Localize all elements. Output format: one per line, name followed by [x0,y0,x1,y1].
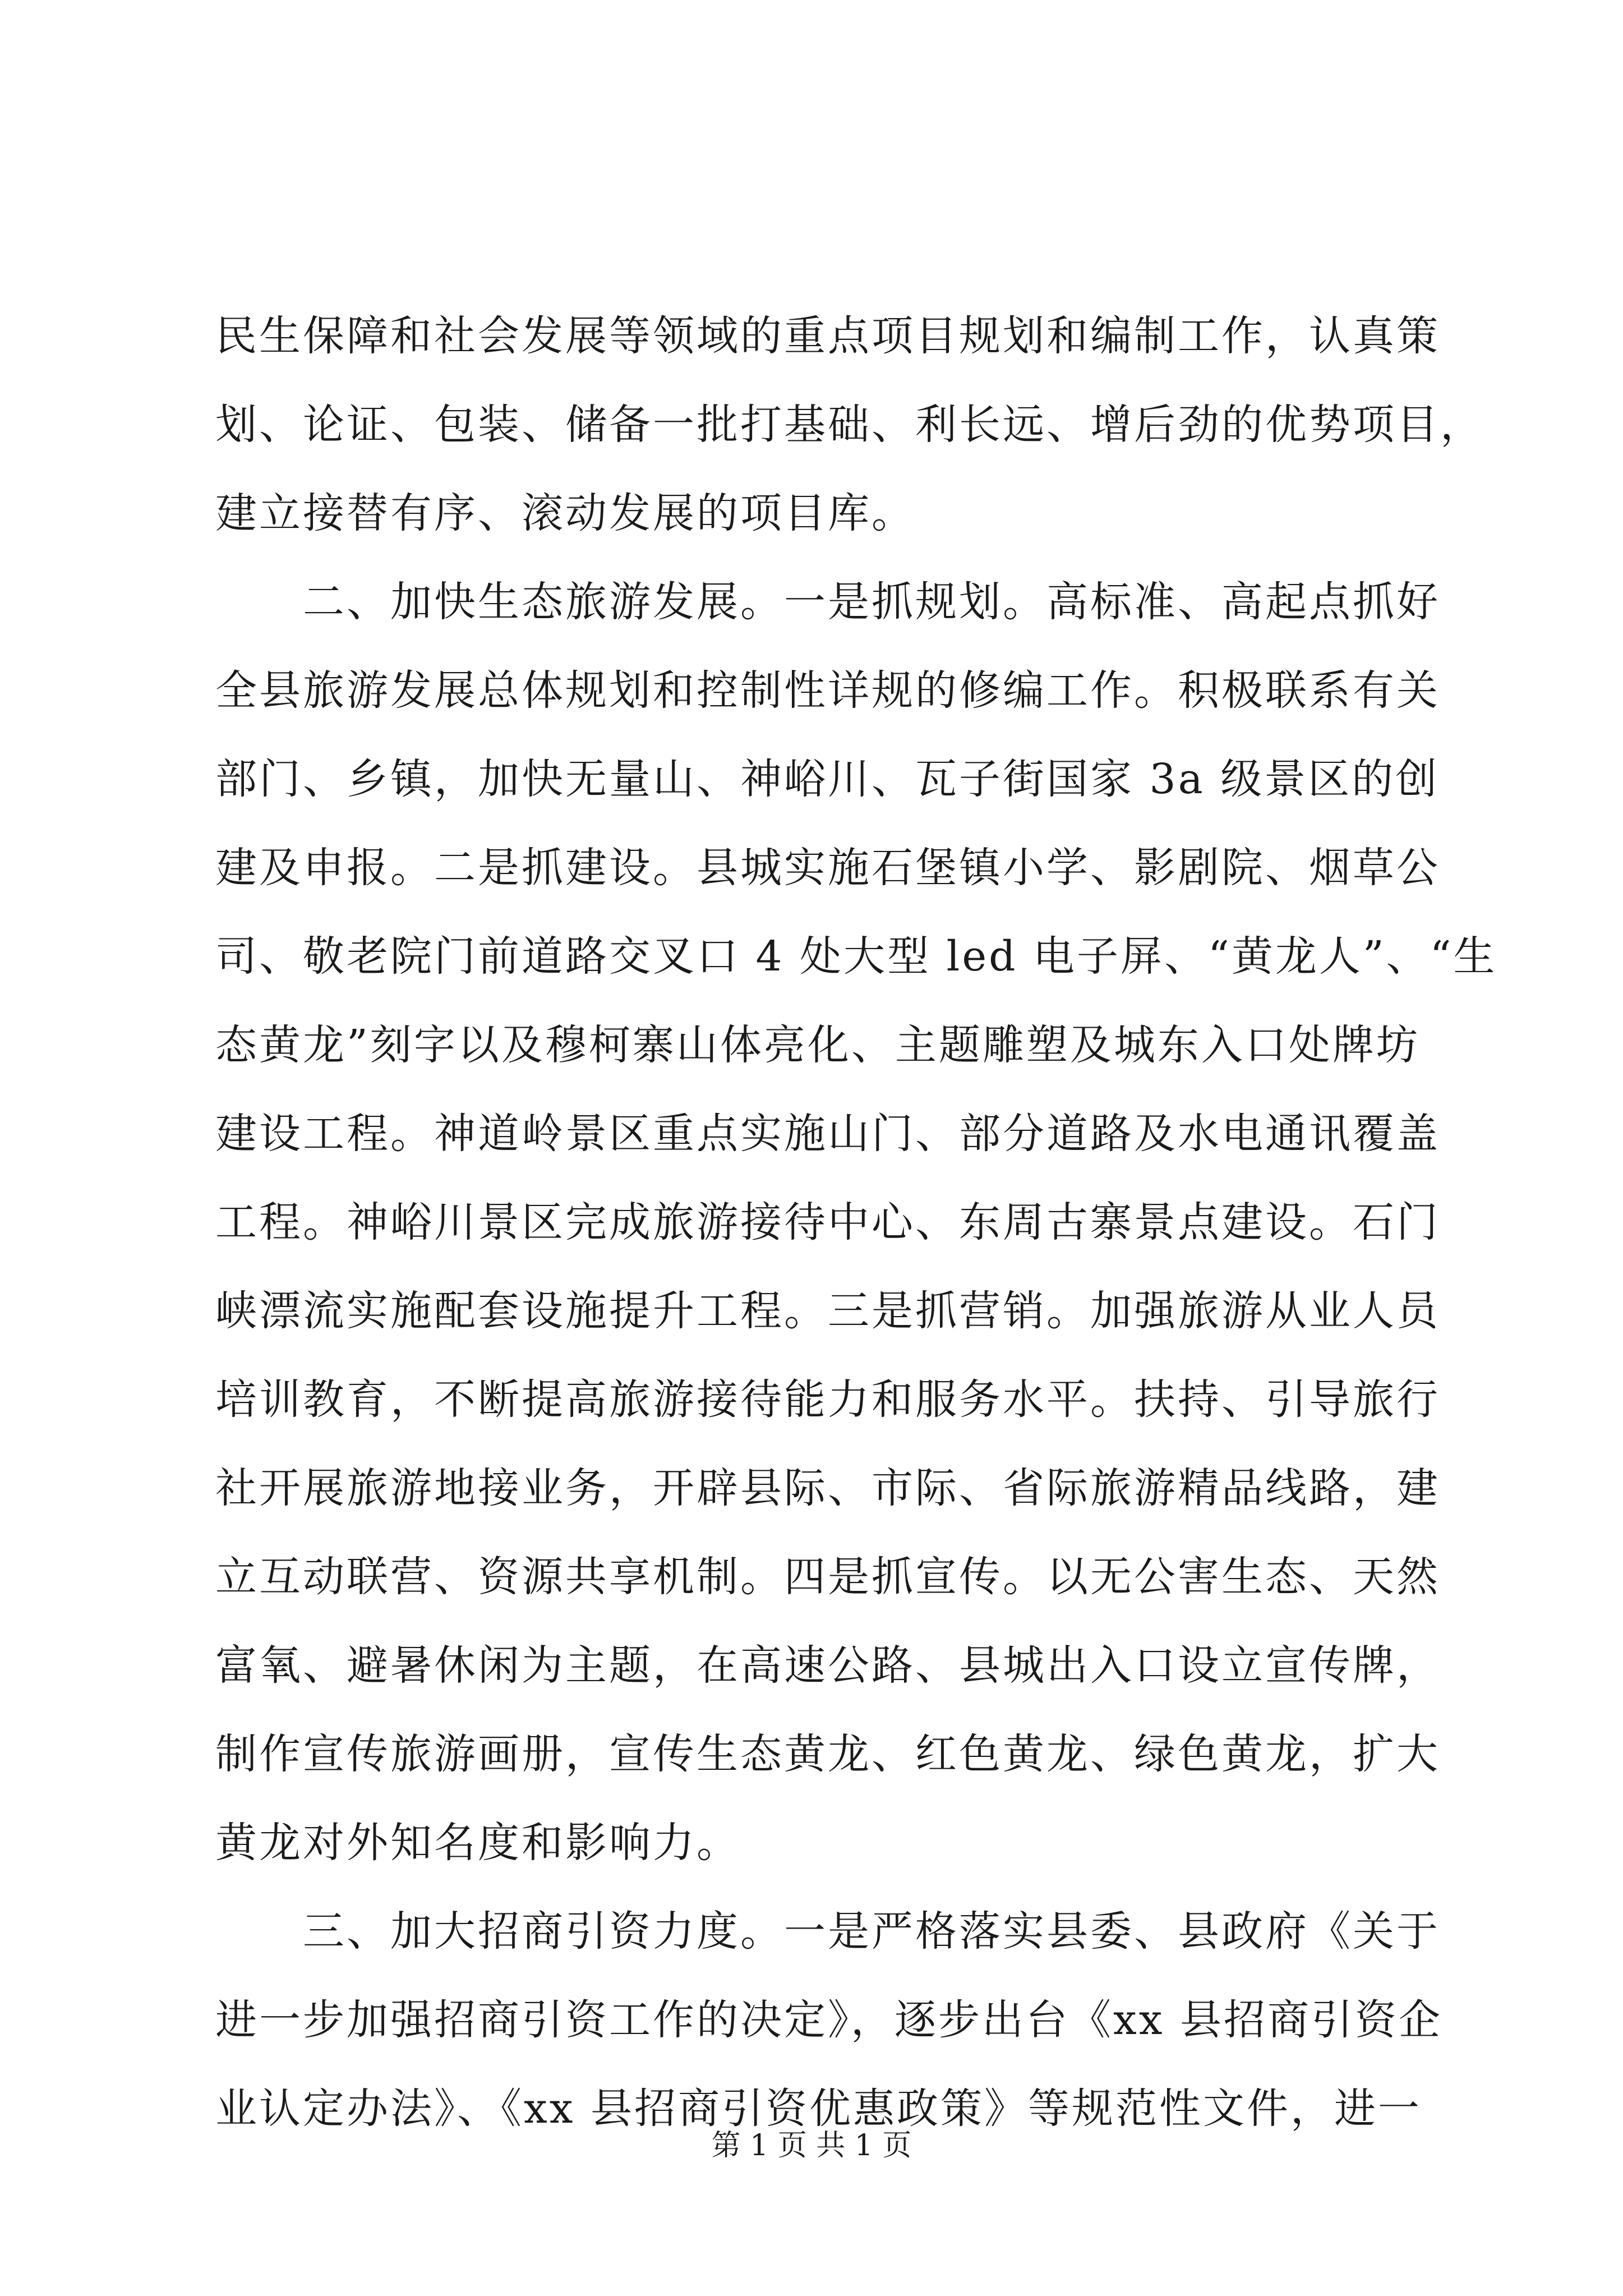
text-line: 三、加大招商引资力度。一是严格落实县委、县政府《关于 [215,1907,1440,1955]
text-line: 进一步加强招商引资工作的决定》，逐步出台《xx 县招商引资企 [215,1996,1442,2044]
text-line: 制作宣传旅游画册，宣传生态黄龙、红色黄龙、绿色黄龙，扩大 [215,1730,1440,1778]
document-body [215,292,1497,2153]
text-line: 黄龙对外知名度和影响力。 [215,1819,740,1867]
text-line: 部门、乡镇，加快无量山、神峪川、瓦子街国家 3a 级景区的创 [215,755,1440,803]
text-line: 二、加快生态旅游发展。一是抓规划。高标准、高起点抓好 [215,578,1440,626]
text-line: 培训教育，不断提高旅游接待能力和服务水平。扶持、引导旅行 [215,1375,1440,1424]
text-line: 业认定办法》、《xx 县招商引资优惠政策》等规范性文件，进一 [215,2085,1422,2133]
text-line: 峡漂流实施配套设施提升工程。三是抓营销。加强旅游从业人员 [215,1287,1440,1335]
text-line: 全县旅游发展总体规划和控制性详规的修编工作。积极联系有关 [215,666,1440,715]
text-line: 建设工程。神道岭景区重点实施山门、部分道路及水电通讯覆盖 [215,1110,1440,1158]
text-line: 建立接替有序、滚动发展的项目库。 [215,489,915,537]
text-line: 划、论证、包装、储备一批打基础、利长远、增后劲的优势项目， [215,401,1484,449]
text-line: 工程。神峪川景区完成旅游接待中心、东周古寨景点建设。石门 [215,1198,1440,1246]
page-footer: 第 1 页 共 1 页 [711,2129,912,2162]
text-line: 社开展旅游地接业务，开辟县际、市际、省际旅游精品线路，建 [215,1464,1440,1512]
text-line: 态黄龙”刻字以及穆柯寨山体亮化、主题雕塑及城东入口处牌坊 [215,1021,1420,1069]
text-line: 司、敬老院门前道路交叉口 4 处大型 led 电子屏、“黄龙人”、“生 [215,932,1497,981]
text-line: 富氧、避暑休闲为主题，在高速公路、县城出入口设立宣传牌， [215,1641,1440,1690]
text-line: 建及申报。二是抓建设。县城实施石堡镇小学、影剧院、烟草公 [215,844,1440,892]
text-line: 立互动联营、资源共享机制。四是抓宣传。以无公害生态、天然 [215,1553,1440,1601]
text-line: 民生保障和社会发展等领域的重点项目规划和编制工作，认真策 [215,312,1440,360]
